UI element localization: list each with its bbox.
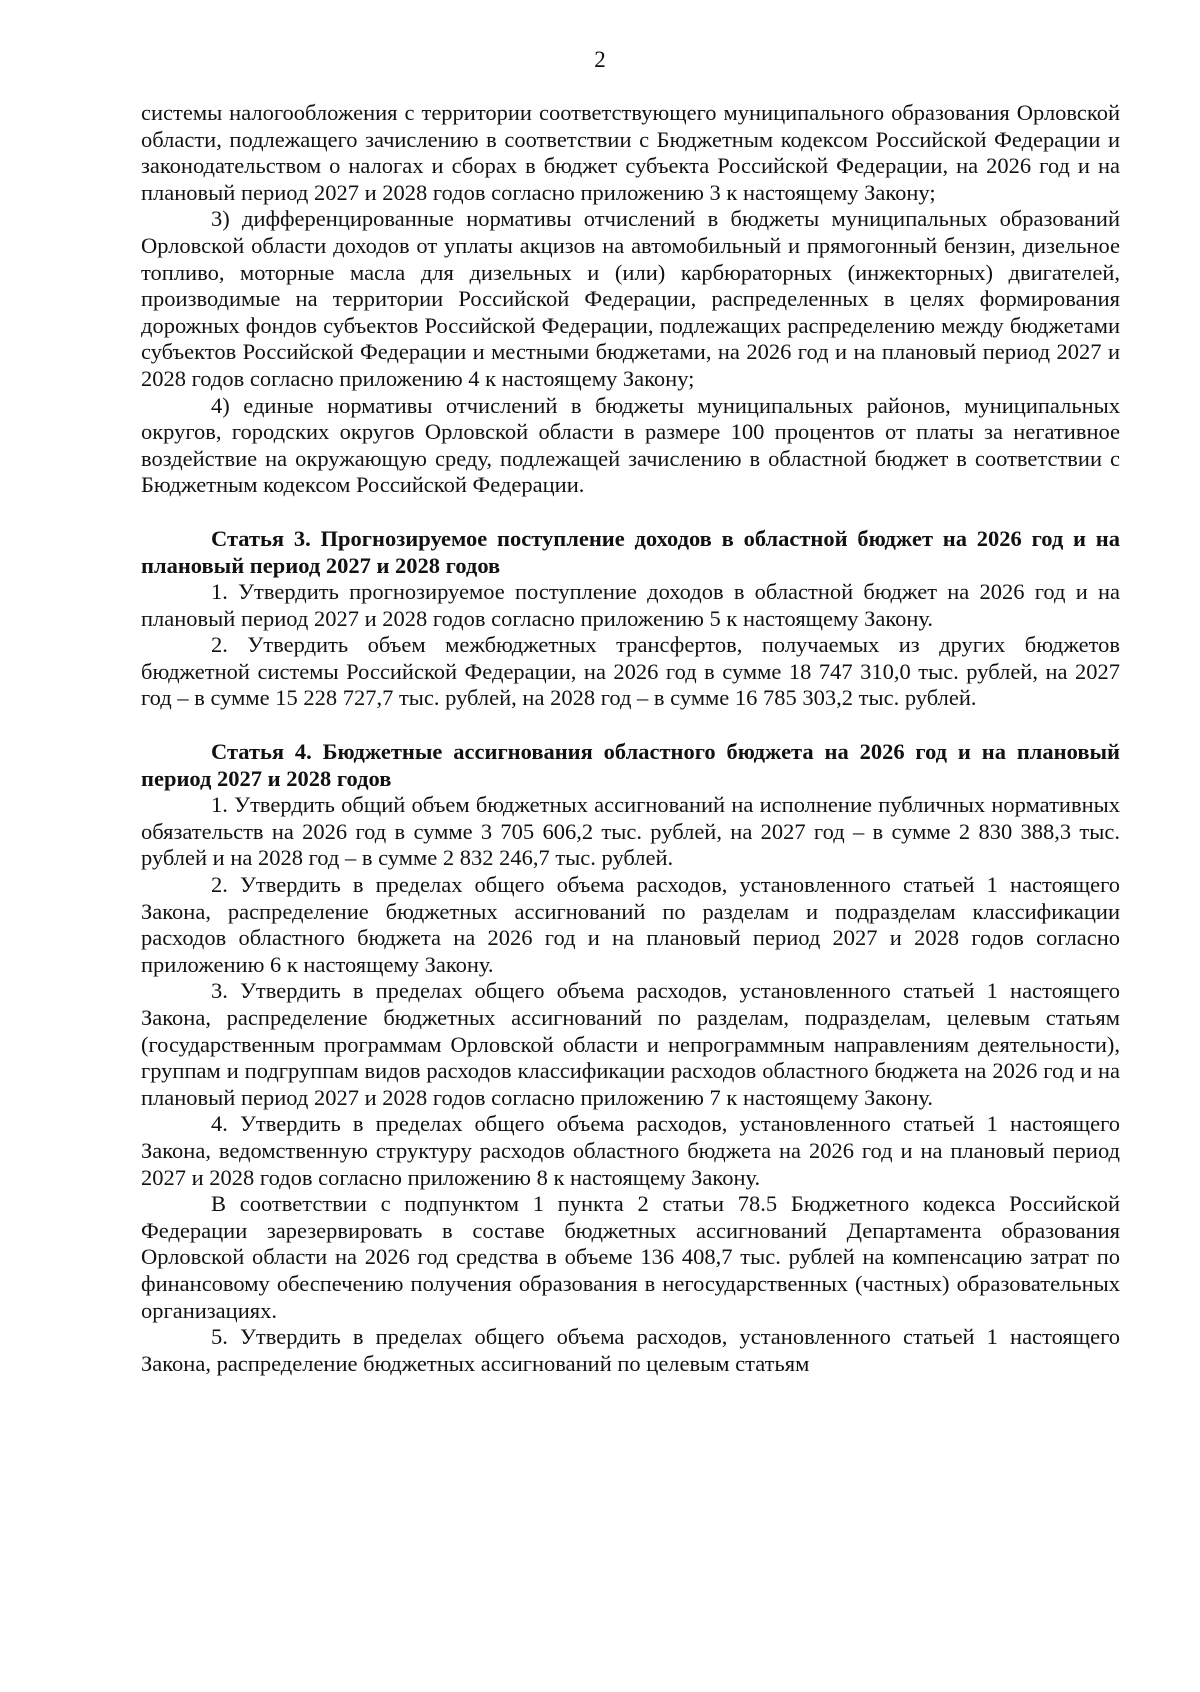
article-3-item-1: 1. Утвердить прогнозируемое поступление доходов в областной бюджет на 2026 год и на плановый период 2027 и 2028 годов согласно приложению 5 к настоящему Закону. bbox=[141, 579, 1120, 631]
list-item-3: 3) дифференцированные нормативы отчислений в бюджеты муниципальных образований Орловской области доходов от уплаты акцизов на автомобильный и прямогонный бензин, дизельное топливо, моторные масла для дизельных и (или) карбюраторных (инжекторных) двигателей, производимые на территории Российской Федерации, распределенных в целях формирования дорожных фондов субъектов Российской Федерации, подлежащих распределению между бюджетами субъектов Российской Федерации и местными бюджетами, на 2026 год и на плановый период 2027 и 2028 годов согласно приложению 4 к настоящему Закону; bbox=[141, 206, 1120, 391]
article-4-item-2: 2. Утвердить в пределах общего объема расходов, установленного статьей 1 настоящего Закона, распределение бюджетных ассигнований по разделам и подразделам классификации расходов областного бюджета на 2026 год и на плановый период 2027 и 2028 годов согласно приложению 6 к настоящему Закону. bbox=[141, 872, 1120, 977]
list-item-4: 4) единые нормативы отчислений в бюджеты муниципальных районов, муниципальных округов, городских округов Орловской области в размере 100 процентов от платы за негативное воздействие на окружающую среду, подлежащей зачислению в областной бюджет в соответствии с Бюджетным кодексом Российской Федерации. bbox=[141, 392, 1120, 498]
document-body bbox=[141, 100, 1120, 1377]
article-4-item-5: 5. Утвердить в пределах общего объема расходов, установленного статьей 1 настоящего Закона, распределение бюджетных ассигнований по целевым статьям bbox=[141, 1324, 1120, 1376]
page-number: 2 bbox=[594, 47, 606, 72]
article-4-reserve-paragraph: В соответствии с подпунктом 1 пункта 2 статьи 78.5 Бюджетного кодекса Российской Федерации зарезервировать в составе бюджетных ассигнований Департамента образования Орловской области на 2026 год средства в объеме 136 408,7 тыс. рублей на компенсацию затрат по финансовому обеспечению получения образования в негосударственных (частных) образовательных организациях. bbox=[141, 1191, 1120, 1323]
article-4-heading: Статья 4. Бюджетные ассигнования областного бюджета на 2026 год и на плановый период 2027 и 2028 годов bbox=[141, 739, 1120, 791]
article-3-heading: Статья 3. Прогнозируемое поступление доходов в областной бюджет на 2026 год и на плановый период 2027 и 2028 годов bbox=[141, 525, 1120, 578]
article-4-item-3: 3. Утвердить в пределах общего объема расходов, установленного статьей 1 настоящего Закона, распределение бюджетных ассигнований по разделам, подразделам, целевым статьям (государственным программам Орловской области и непрограммным направлениям деятельности), группам и подгруппам видов расходов классификации расходов областного бюджета на 2026 год и на плановый период 2027 и 2028 годов согласно приложению 7 к настоящему Закону. bbox=[141, 978, 1120, 1110]
article-4-item-1: 1. Утвердить общий объем бюджетных ассигнований на исполнение публичных нормативных обязательств на 2026 год в сумме 3 705 606,2 тыс. рублей, на 2027 год – в сумме 2 830 388,3 тыс. рублей и на 2028 год – в сумме 2 832 246,7 тыс. рублей. bbox=[141, 792, 1120, 871]
article-4-item-4: 4. Утвердить в пределах общего объема расходов, установленного статьей 1 настоящего Закона, ведомственную структуру расходов областного бюджета на 2026 год и на плановый период 2027 и 2028 годов согласно приложению 8 к настоящему Закону. bbox=[141, 1111, 1120, 1190]
paragraph-continuation: системы налогообложения с территории соответствующего муниципального образования Орловской области, подлежащего зачислению в соответствии с Бюджетным кодексом Российской Федерации и законодательством о налогах и сборах в бюджет субъекта Российской Федерации, на 2026 год и на плановый период 2027 и 2028 годов согласно приложению 3 к настоящему Закону; bbox=[141, 100, 1120, 205]
article-3-item-2: 2. Утвердить объем межбюджетных трансфертов, получаемых из других бюджетов бюджетной системы Российской Федерации, на 2026 год в сумме 18 747 310,0 тыс. рублей, на 2027 год – в сумме 15 228 727,7 тыс. рублей, на 2028 год – в сумме 16 785 303,2 тыс. рублей. bbox=[141, 632, 1120, 711]
